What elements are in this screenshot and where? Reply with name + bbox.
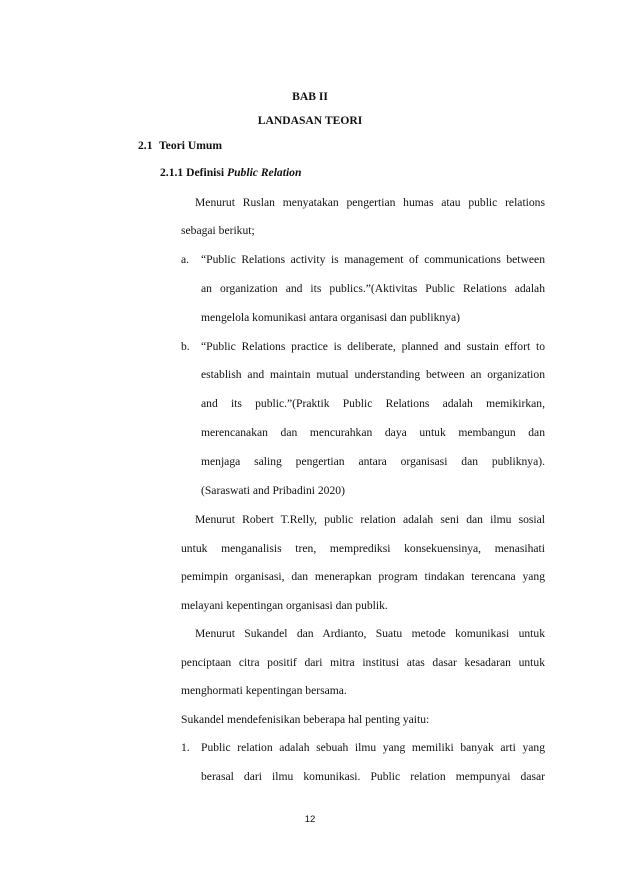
- subsection-heading: [160, 166, 301, 179]
- list-b-line-2: establish and maintain mutual understanding between an organization: [201, 368, 545, 381]
- subsection-number: 2.1.1: [160, 166, 184, 179]
- chapter-title: LANDASAN TEORI: [257, 114, 363, 127]
- list-b-line-6: (Saraswati and Pribadini 2020): [201, 484, 345, 497]
- list-a-line-3: mengelola komunikasi antara organisasi dan publiknya): [201, 311, 460, 324]
- paragraph4-line-1: Sukandel mendefenisikan beberapa hal penting yaitu:: [181, 713, 430, 726]
- list-a-line-1: “Public Relations activity is management of communications between: [201, 253, 545, 266]
- paragraph2-line-1: Menurut Robert T.Relly, public relation adalah seni dan ilmu sosial: [195, 513, 545, 526]
- chapter-number: BAB II: [292, 90, 328, 103]
- list-b-line-3: and its public.”(Praktik Public Relations adalah memikirkan,: [201, 397, 545, 410]
- paragraph2-line-3: pemimpin organisasi, dan menerapkan program tindakan terencana yang: [181, 570, 545, 583]
- list-1-line-2: berasal dari ilmu komunikasi. Public relation mempunyai dasar: [201, 770, 545, 783]
- paragraph2-line-4: melayani kepentingan organisasi dan publik.: [181, 599, 388, 612]
- section-number: 2.1: [138, 139, 153, 152]
- list-1-line-1: Public relation adalah sebuah ilmu yang memiliki banyak arti yang: [201, 741, 545, 754]
- list-1-label: 1.: [181, 741, 190, 754]
- list-b-label: b.: [181, 340, 190, 353]
- paragraph3-line-1: Menurut Sukandel dan Ardianto, Suatu metode komunikasi untuk: [195, 627, 545, 640]
- page-number: 12: [304, 814, 316, 825]
- paragraph1-line-1: Menurut Ruslan menyatakan pengertian humas atau public relations: [195, 196, 545, 209]
- list-b-line-1: “Public Relations practice is deliberate, planned and sustain effort to: [201, 340, 545, 353]
- subsection-title-prefix: Definisi: [186, 166, 225, 179]
- paragraph3-line-2: penciptaan citra positif dari mitra institusi atas dasar kesadaran untuk: [181, 656, 545, 669]
- list-a-label: a.: [181, 253, 190, 266]
- paragraph1-line-2: sebagai berikut;: [181, 224, 255, 237]
- paragraph2-line-2: untuk menganalisis tren, memprediksi konsekuensinya, menasihati: [181, 542, 545, 555]
- list-b-line-4: merencanakan dan mencurahkan daya untuk membangun dan: [201, 426, 545, 439]
- section-title: Teori Umum: [159, 139, 223, 152]
- list-b-line-5: menjaga saling pengertian antara organisasi dan publiknya).: [201, 455, 545, 468]
- subsection-title-italic: Public Relation: [227, 166, 302, 179]
- paragraph3-line-3: menghormati kepentingan bersama.: [181, 684, 347, 697]
- list-a-line-2: an organization and its publics.”(Aktivitas Public Relations adalah: [201, 282, 545, 295]
